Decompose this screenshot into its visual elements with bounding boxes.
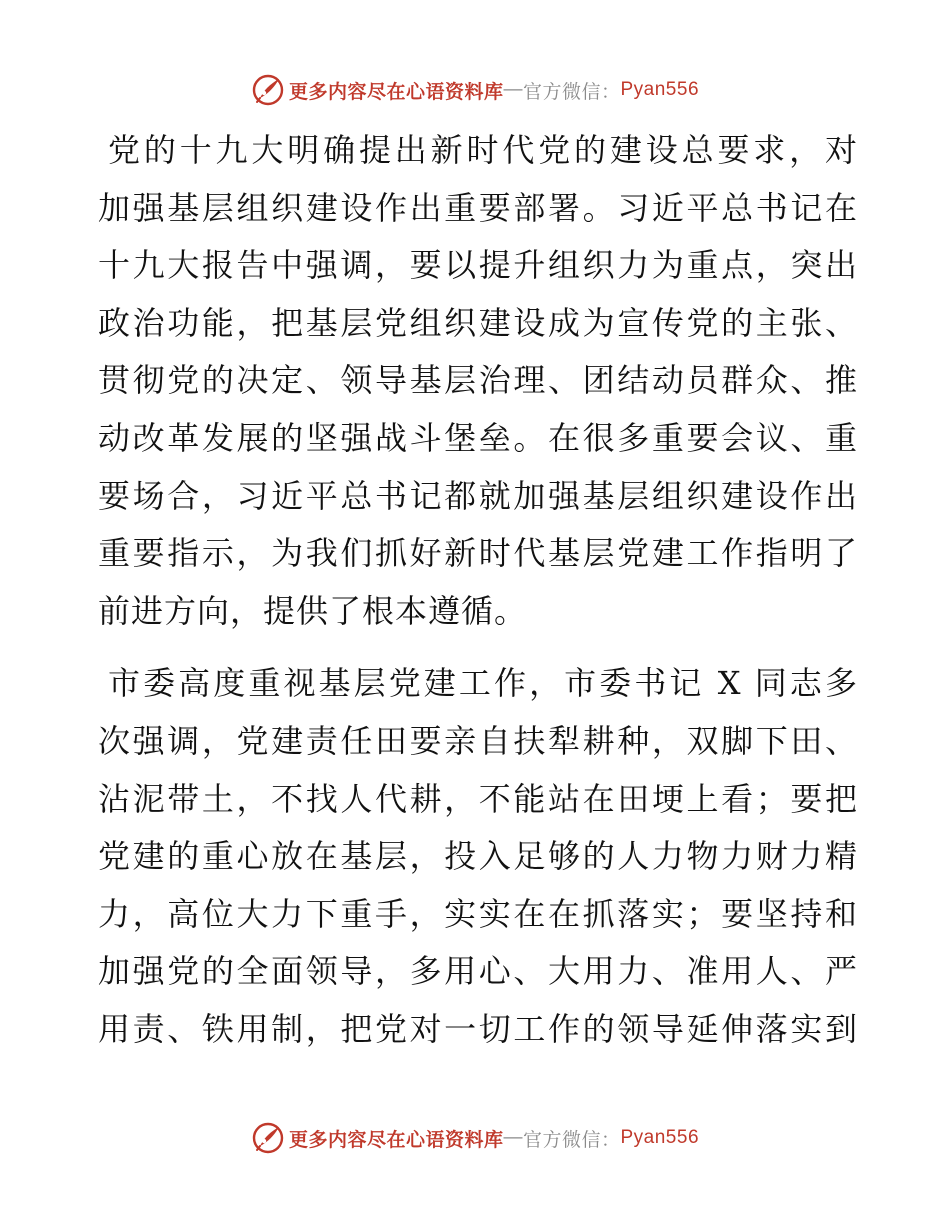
paragraph-line: 加强基层组织建设作出重要部署。习近平总书记在 bbox=[98, 188, 858, 227]
quill-pen-logo-icon bbox=[251, 73, 285, 107]
document-body bbox=[98, 122, 858, 1059]
header-site-text: 更多内容尽在心语资料库 bbox=[288, 80, 504, 103]
footer-wechat-id: Pyan556 bbox=[620, 1127, 700, 1148]
paragraph-line: 要场合，习近平总书记都就加强基层组织建设作出 bbox=[98, 476, 858, 515]
footer-wechat-label: 官方微信： bbox=[522, 1128, 621, 1151]
paragraph-line: 党的十九大明确提出新时代党的建设总要求，对 bbox=[108, 131, 858, 169]
footer-dash: — bbox=[503, 1127, 523, 1148]
paragraph-line: 沾泥带土，不找人代耕，不能站在田埂上看；要把 bbox=[98, 779, 858, 818]
paragraph-line: 前进方向，提供了根本遵循。 bbox=[98, 591, 528, 630]
footer-watermark-banner bbox=[0, 1118, 950, 1158]
header-dash: — bbox=[503, 79, 523, 100]
paragraph-line: 党建的重心放在基层，投入足够的人力物力财力精 bbox=[98, 837, 858, 876]
paragraph-line: 动改革发展的坚强战斗堡垒。在很多重要会议、重 bbox=[98, 418, 858, 457]
paragraph-line: 用责、铁用制，把党对一切工作的领导延伸落实到 bbox=[98, 1009, 858, 1048]
paragraph-line: 政治功能，把基层党组织建设成为宣传党的主张、 bbox=[98, 303, 858, 342]
quill-pen-logo-icon bbox=[251, 1121, 285, 1155]
header-watermark-banner bbox=[0, 70, 950, 110]
paragraph-line: 次强调，党建责任田要亲自扶犁耕种，双脚下田、 bbox=[98, 721, 858, 760]
paragraph-line: 市委高度重视基层党建工作，市委书记 X 同志多 bbox=[108, 664, 858, 703]
header-wechat-id: Pyan556 bbox=[620, 79, 700, 100]
paragraph-line: 重要指示，为我们抓好新时代基层党建工作指明了 bbox=[98, 534, 858, 573]
paragraph-line: 加强党的全面领导，多用心、大用力、准用人、严 bbox=[98, 952, 858, 991]
paragraph-line: 十九大报告中强调，要以提升组织力为重点，突出 bbox=[98, 246, 858, 285]
footer-site-text: 更多内容尽在心语资料库 bbox=[288, 1128, 504, 1151]
header-wechat-label: 官方微信： bbox=[522, 80, 621, 103]
paragraph-line: 力，高位大力下重手，实实在在抓落实；要坚持和 bbox=[98, 894, 858, 933]
paragraph-line: 贯彻党的决定、领导基层治理、团结动员群众、推 bbox=[98, 361, 858, 400]
paragraph-2 bbox=[98, 655, 858, 1058]
paragraph-1 bbox=[98, 122, 858, 640]
